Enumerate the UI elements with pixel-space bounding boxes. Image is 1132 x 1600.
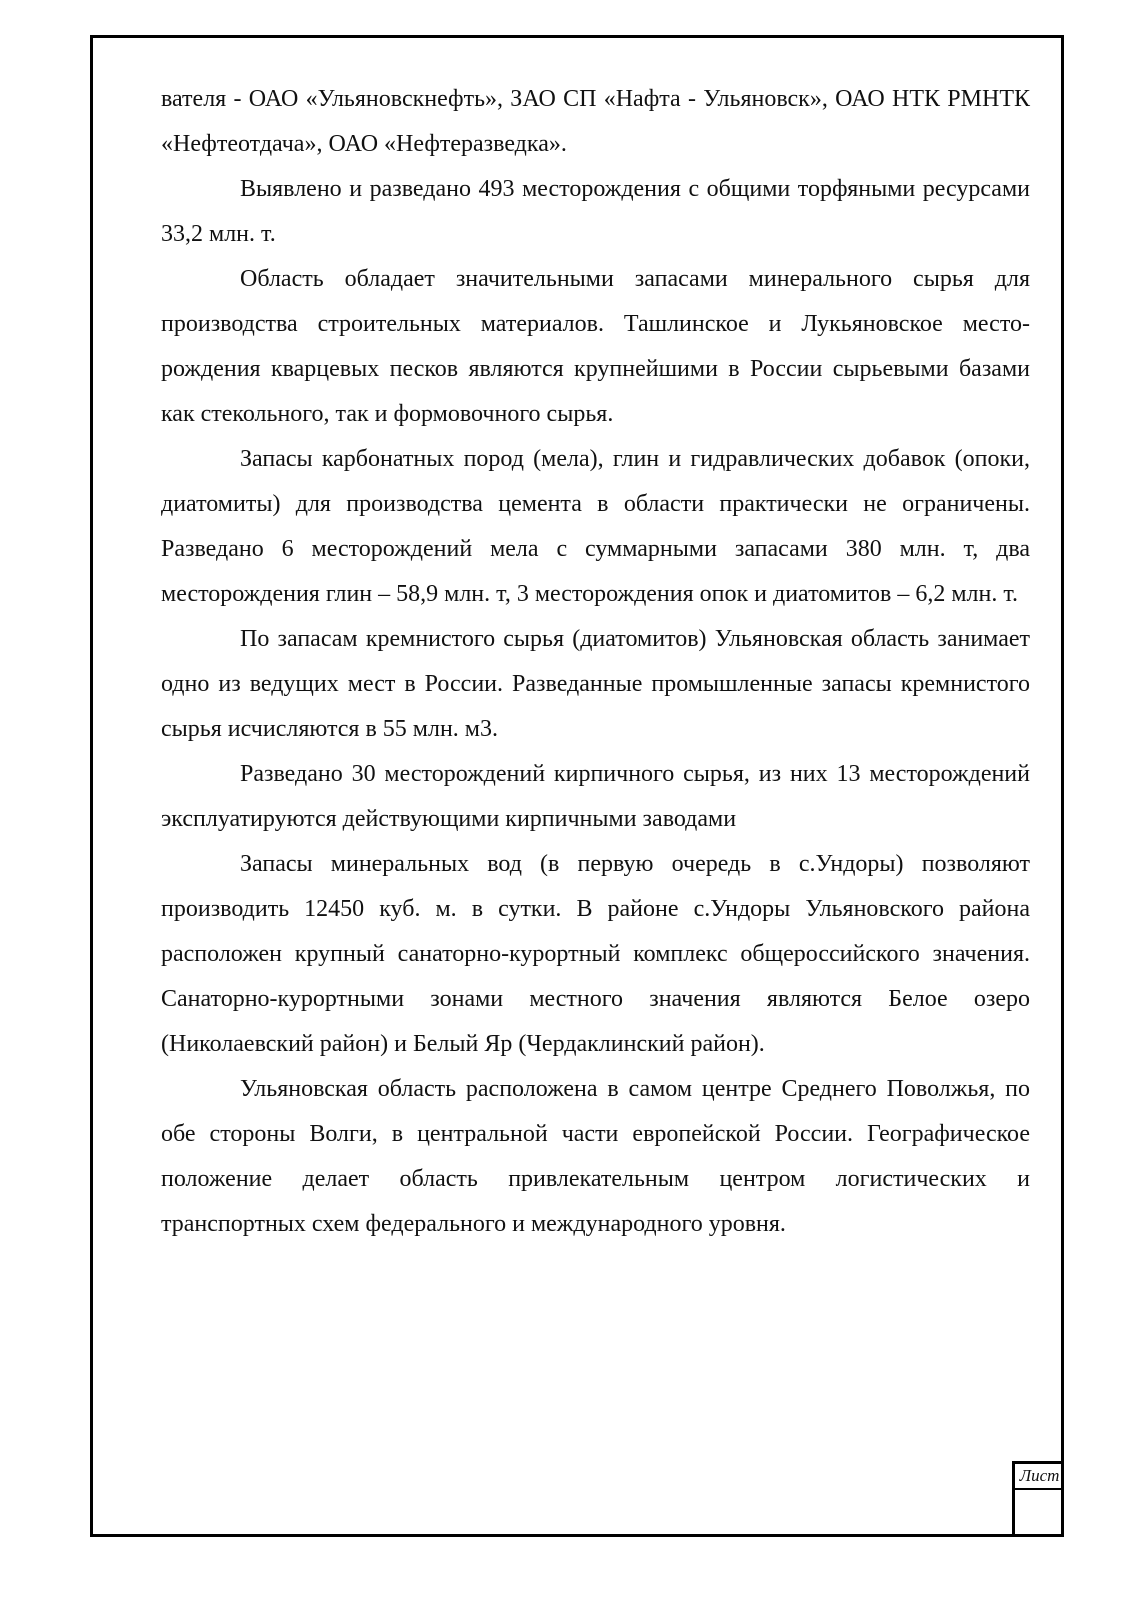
- paragraph-brick-raw-materials: Разведано 30 месторождений кирпичного сырья, из них 13 месторождений эксплуатируются действующими кирпичными заводами: [161, 761, 1030, 832]
- paragraph-mineral-waters: Запасы минеральных вод (в первую очередь в с.Ундоры) позволяют производить 12450 куб. м. в сутки. В районе с.Ундоры Ульяновского района расположен крупный санаторно-курортный комплекс общероссийского значения. Санаторно-курортными зонами местного значения являются Белое озеро (Николаевский район) и Белый Яр (Чердаклинский район).: [161, 851, 1030, 1057]
- sheet-number-stamp: [1012, 1461, 1064, 1537]
- paragraph-siliceous-raw-materials: По запасам кремнистого сырья (диатомитов) Ульяновская область занимает одно из ведущих мест в России. Разведанные промышленные запасы кремнистого сырья исчисляются в 55 млн. м3.: [161, 626, 1030, 742]
- document-body: [161, 77, 1030, 1247]
- paragraph-carbonate-rocks: Запасы карбонатных пород (мела), глин и гидравлических добавок (опоки, диатомиты) для производства цемента в области практически не ограничены. Разведано 6 месторождений мела с суммарными запасами 380 млн. т, два месторождения глин – 58,9 млн. т, 3 месторождения опок и диатомитов – 6,2 млн. т.: [161, 446, 1030, 607]
- paragraph-continuation: вателя - ОАО «Ульяновскнефть», ЗАО СП «Нафта - Ульяновск», ОАО НТК РМНТК «Нефтеотдача», ОАО «Нефтеразведка».: [161, 86, 1030, 157]
- paragraph-geographic-position: Ульяновская область расположена в самом центре Среднего Поволжья, по обе стороны Волги, в центральной части европейской России. Географическое положение делает область привлекательным центром логистических и транспортных схем федерального и международного уровня.: [161, 1076, 1030, 1237]
- sheet-label: Лист: [1015, 1464, 1064, 1490]
- paragraph-mineral-raw-materials: Область обладает значительными запасами минерального сырья для производства строительных материалов. Ташлинское и Лукьяновское месторождения кварцевых песков являются крупнейшими в России сырьевыми базами как стекольного, так и формовочного сырья.: [161, 266, 1030, 427]
- paragraph-peat-resources: Выявлено и разведано 493 месторождения с общими торфяными ресурсами 33,2 млн. т.: [161, 176, 1030, 247]
